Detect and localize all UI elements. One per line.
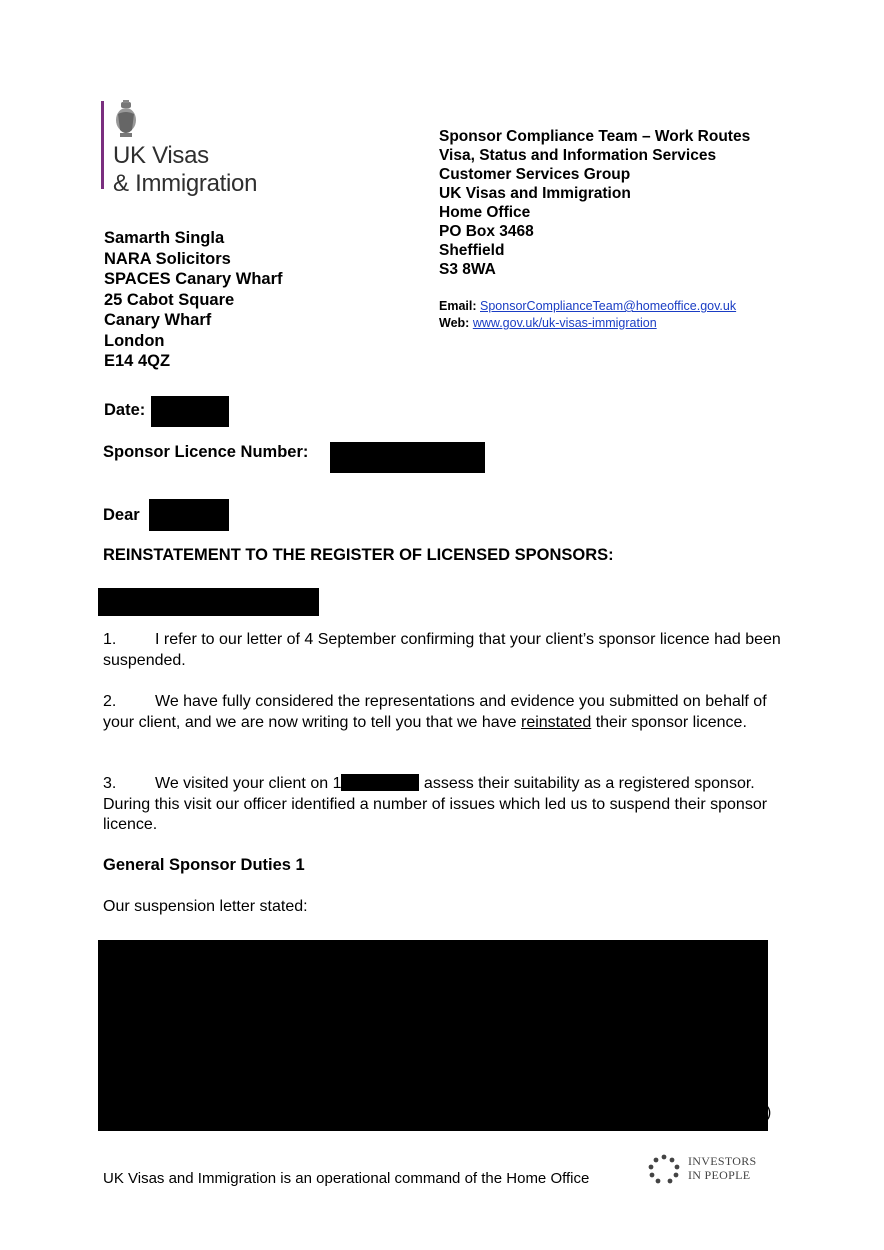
email-label: Email: bbox=[439, 299, 477, 313]
suspension-intro: Our suspension letter stated: bbox=[103, 898, 308, 915]
sender-line: Home Office bbox=[439, 204, 531, 221]
paragraph-2 bbox=[103, 692, 783, 733]
logo-wordmark bbox=[113, 142, 257, 198]
paragraph-text-before: We have fully considered the representations and evidence you submitted on behalf of your client, and we are now writing to tell you that we have bbox=[103, 693, 767, 731]
sender-line: Sponsor Compliance Team – Work Routes bbox=[439, 128, 751, 145]
recipient-address bbox=[104, 228, 283, 372]
logo-line-1: UK Visas bbox=[113, 142, 209, 169]
visit-date-redaction bbox=[341, 774, 419, 791]
salutation-start: Dear bbox=[103, 506, 145, 524]
badge-text bbox=[688, 1154, 757, 1182]
paragraph-number: 3. bbox=[103, 775, 117, 792]
contact-details bbox=[439, 298, 736, 332]
paragraph-number: 1. bbox=[103, 631, 117, 648]
web-row bbox=[439, 315, 736, 332]
investors-in-people-icon bbox=[646, 1154, 682, 1186]
letter-heading: REINSTATEMENT TO THE REGISTER OF LICENSED SPONSORS: bbox=[103, 546, 614, 564]
visit-date-lead: 1 bbox=[332, 775, 342, 792]
recipient-line: Samarth Singla bbox=[104, 229, 225, 247]
investors-in-people-badge bbox=[646, 1152, 766, 1188]
web-label: Web: bbox=[439, 316, 470, 330]
date-redaction bbox=[151, 396, 229, 427]
sender-line: S3 8WA bbox=[439, 261, 496, 278]
name-redaction bbox=[149, 499, 229, 531]
badge-line-2: IN PEOPLE bbox=[688, 1168, 751, 1182]
sender-line: Sheffield bbox=[439, 242, 505, 259]
paragraph-number: 2. bbox=[103, 693, 117, 710]
paragraph-3 bbox=[103, 774, 783, 836]
footer-text: UK Visas and Immigration is an operational command of the Home Office bbox=[103, 1170, 590, 1187]
sender-line: Customer Services Group bbox=[439, 166, 631, 183]
sponsor-name-redaction bbox=[98, 588, 319, 616]
recipient-line: E14 4QZ bbox=[104, 352, 171, 370]
quoted-block-tail: ) bbox=[766, 1104, 772, 1121]
badge-line-1: INVESTORS bbox=[688, 1154, 757, 1168]
recipient-line: NARA Solicitors bbox=[104, 249, 231, 268]
licence-label: Sponsor Licence Number: bbox=[103, 443, 309, 461]
sender-line: Visa, Status and Information Services bbox=[439, 147, 717, 164]
royal-crest-icon bbox=[112, 100, 140, 140]
sender-line: PO Box 3468 bbox=[439, 223, 534, 240]
quoted-block-redaction bbox=[98, 940, 768, 1131]
email-link[interactable]: SponsorComplianceTeam@homeoffice.gov.uk bbox=[480, 299, 737, 313]
section-subheading: General Sponsor Duties 1 bbox=[103, 856, 305, 874]
date-label: Date: bbox=[104, 401, 146, 419]
recipient-line: London bbox=[104, 331, 165, 350]
paragraph-text: I refer to our letter of 4 September confirming that your client’s sponsor licence had been suspended. bbox=[103, 631, 781, 669]
sender-address bbox=[439, 127, 750, 279]
paragraph-1 bbox=[103, 630, 783, 671]
recipient-line: Canary Wharf bbox=[104, 311, 212, 329]
recipient-line: 25 Cabot Square bbox=[104, 290, 235, 309]
logo-line-2: & Immigration bbox=[113, 170, 258, 197]
paragraph-text-after: assess their suitability as a registered sponsor. During this visit our officer identified a number of issues which led us to suspend their sponsor licence. bbox=[103, 775, 768, 833]
logo-accent-bar bbox=[101, 101, 104, 189]
licence-redaction bbox=[330, 442, 485, 473]
sender-line: UK Visas and Immigration bbox=[439, 185, 631, 202]
paragraph-text-after: their sponsor licence. bbox=[591, 713, 747, 731]
paragraph-text-before: We visited your client on bbox=[155, 775, 333, 792]
web-link[interactable]: www.gov.uk/uk-visas-immigration bbox=[472, 316, 657, 330]
reinstated-emphasis: reinstated bbox=[521, 713, 592, 731]
email-row bbox=[439, 298, 736, 315]
recipient-line: SPACES Canary Wharf bbox=[104, 270, 283, 288]
